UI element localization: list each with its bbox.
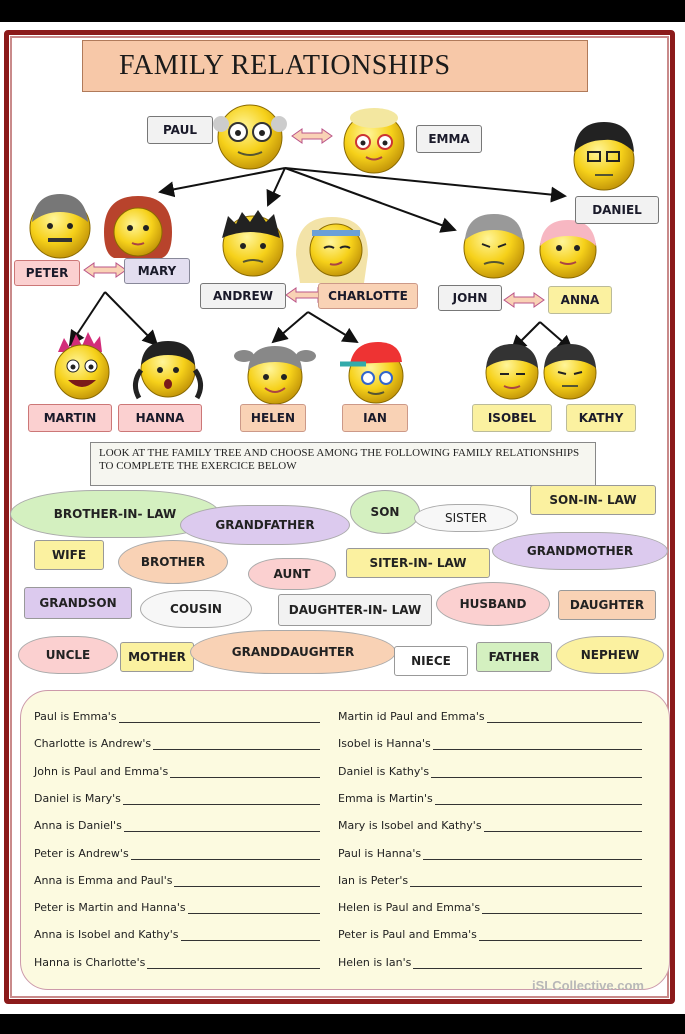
answer-blank[interactable] bbox=[487, 712, 642, 723]
emoji-face-icon bbox=[544, 344, 596, 399]
word-siter-in-law: SITER-IN- LAW bbox=[346, 548, 490, 578]
word-wife: WIFE bbox=[34, 540, 104, 570]
word-grandfather: GRANDFATHER bbox=[180, 505, 350, 545]
exercise-item bbox=[34, 710, 320, 723]
word-aunt: AUNT bbox=[248, 558, 336, 590]
answer-blank[interactable] bbox=[124, 821, 320, 832]
watermark: iSLCollective.com bbox=[532, 978, 644, 993]
answer-blank[interactable] bbox=[170, 767, 320, 778]
emoji-face-icon bbox=[540, 220, 596, 278]
exercise-prompt: Emma is Martin's bbox=[338, 791, 433, 805]
name-isobel: ISOBEL bbox=[472, 404, 552, 432]
emoji-face-icon bbox=[55, 332, 109, 399]
exercise-prompt: Ian is Peter's bbox=[338, 873, 409, 887]
emoji-face-icon bbox=[30, 194, 90, 258]
exercise-item bbox=[338, 710, 642, 723]
word-niece: NIECE bbox=[394, 646, 468, 676]
emoji-face-icon bbox=[344, 108, 404, 173]
name-hanna: HANNA bbox=[118, 404, 202, 432]
exercise-item bbox=[338, 765, 642, 778]
name-martin: MARTIN bbox=[28, 404, 112, 432]
answer-blank[interactable] bbox=[147, 958, 320, 969]
word-son: SON bbox=[350, 490, 420, 534]
emoji-face-icon bbox=[296, 217, 368, 283]
word-sister: SISTER bbox=[414, 504, 518, 532]
name-helen: HELEN bbox=[240, 404, 306, 432]
exercise-item bbox=[34, 737, 320, 750]
answer-blank[interactable] bbox=[188, 903, 320, 914]
word-father: FATHER bbox=[476, 642, 552, 672]
name-mary: MARY bbox=[124, 258, 190, 284]
answer-blank[interactable] bbox=[423, 849, 642, 860]
exercise-prompt: Peter is Martin and Hanna's bbox=[34, 901, 186, 915]
exercise-prompt: Charlotte is Andrew's bbox=[34, 737, 152, 751]
exercise-item bbox=[34, 765, 320, 778]
name-daniel: DANIEL bbox=[575, 196, 659, 224]
exercise-box bbox=[20, 690, 670, 990]
exercise-item bbox=[338, 847, 642, 860]
emoji-face-icon bbox=[574, 122, 634, 190]
name-john: JOHN bbox=[438, 285, 502, 311]
exercise-prompt: Helen is Paul and Emma's bbox=[338, 901, 481, 915]
word-son-in-law: SON-IN- LAW bbox=[530, 485, 656, 515]
exercise-item bbox=[34, 847, 320, 860]
exercise-item bbox=[34, 792, 320, 805]
name-kathy: KATHY bbox=[566, 404, 636, 432]
exercise-item bbox=[34, 928, 320, 941]
word-uncle: UNCLE bbox=[18, 636, 118, 674]
exercise-prompt: John is Paul and Emma's bbox=[34, 764, 169, 778]
exercise-prompt: Anna is Emma and Paul's bbox=[34, 873, 173, 887]
answer-blank[interactable] bbox=[181, 930, 321, 941]
exercise-prompt: Martin id Paul and Emma's bbox=[338, 710, 485, 723]
page-title: FAMILY RELATIONSHIPS bbox=[82, 40, 588, 92]
exercise-prompt: Anna is Isobel and Kathy's bbox=[34, 928, 179, 942]
answer-blank[interactable] bbox=[174, 876, 320, 887]
answer-blank[interactable] bbox=[153, 739, 320, 750]
exercise-prompt: Mary is Isobel and Kathy's bbox=[338, 819, 482, 833]
emoji-face-icon bbox=[234, 346, 316, 404]
exercise-item bbox=[34, 901, 320, 914]
word-mother: MOTHER bbox=[120, 642, 194, 672]
exercise-item bbox=[34, 819, 320, 832]
emoji-face-icon bbox=[486, 344, 538, 399]
exercise-prompt: Paul is Hanna's bbox=[338, 846, 422, 860]
answer-blank[interactable] bbox=[413, 958, 642, 969]
exercise-prompt: Daniel is Kathy's bbox=[338, 764, 430, 778]
name-anna: ANNA bbox=[548, 286, 612, 314]
emoji-face-icon bbox=[104, 196, 172, 258]
emoji-face-icon bbox=[222, 210, 283, 276]
word-grandson: GRANDSON bbox=[24, 587, 132, 619]
answer-blank[interactable] bbox=[431, 767, 642, 778]
answer-blank[interactable] bbox=[123, 794, 320, 805]
answer-blank[interactable] bbox=[433, 739, 642, 750]
emoji-face-icon bbox=[464, 214, 524, 278]
exercise-prompt: Peter is Paul and Emma's bbox=[338, 928, 477, 942]
answer-blank[interactable] bbox=[131, 849, 320, 860]
exercise-item bbox=[338, 928, 642, 941]
word-brother: BROTHER bbox=[118, 540, 228, 584]
word-daughter: DAUGHTER bbox=[558, 590, 656, 620]
word-brother-in-law: BROTHER-IN- LAW bbox=[10, 490, 220, 538]
answer-blank[interactable] bbox=[484, 821, 642, 832]
name-ian: IAN bbox=[342, 404, 408, 432]
exercise-prompt: Daniel is Mary's bbox=[34, 791, 121, 805]
exercise-prompt: Helen is Ian's bbox=[338, 955, 412, 969]
word-granddaughter: GRANDDAUGHTER bbox=[190, 630, 396, 674]
emoji-face-icon bbox=[135, 341, 200, 398]
word-husband: HUSBAND bbox=[436, 582, 550, 626]
answer-blank[interactable] bbox=[435, 794, 642, 805]
name-andrew: ANDREW bbox=[200, 283, 286, 309]
word-daughter-in-law: DAUGHTER-IN- LAW bbox=[278, 594, 432, 626]
exercise-item bbox=[338, 737, 642, 750]
exercise-prompt: Peter is Andrew's bbox=[34, 846, 129, 860]
answer-blank[interactable] bbox=[479, 930, 642, 941]
name-emma: EMMA bbox=[416, 125, 482, 153]
exercise-item bbox=[34, 874, 320, 887]
word-grandmother: GRANDMOTHER bbox=[492, 532, 668, 570]
exercise-item bbox=[338, 819, 642, 832]
answer-blank[interactable] bbox=[482, 903, 642, 914]
instructions: LOOK AT THE FAMILY TREE AND CHOOSE AMONG THE FOLLOWING FAMILY RELATIONSHIPS TO COMPLETE THE EXERCICE BELOW bbox=[90, 442, 596, 486]
exercise-item bbox=[34, 956, 320, 969]
exercise-prompt: Anna is Daniel's bbox=[34, 819, 122, 833]
exercise-prompt: Hanna is Charlotte's bbox=[34, 955, 146, 969]
exercise-prompt: Paul is Emma's bbox=[34, 710, 117, 723]
word-nephew: NEPHEW bbox=[556, 636, 664, 674]
exercise-item bbox=[338, 956, 642, 969]
exercise-item bbox=[338, 874, 642, 887]
exercise-item bbox=[338, 792, 642, 805]
emoji-face-icon bbox=[213, 105, 287, 169]
emoji-face-icon bbox=[340, 342, 403, 403]
name-paul: PAUL bbox=[147, 116, 213, 144]
name-peter: PETER bbox=[14, 260, 80, 286]
exercise-prompt: Isobel is Hanna's bbox=[338, 737, 431, 751]
name-charlotte: CHARLOTTE bbox=[318, 283, 418, 309]
word-cousin: COUSIN bbox=[140, 590, 252, 628]
exercise-item bbox=[338, 901, 642, 914]
answer-blank[interactable] bbox=[119, 712, 320, 723]
answer-blank[interactable] bbox=[410, 876, 642, 887]
